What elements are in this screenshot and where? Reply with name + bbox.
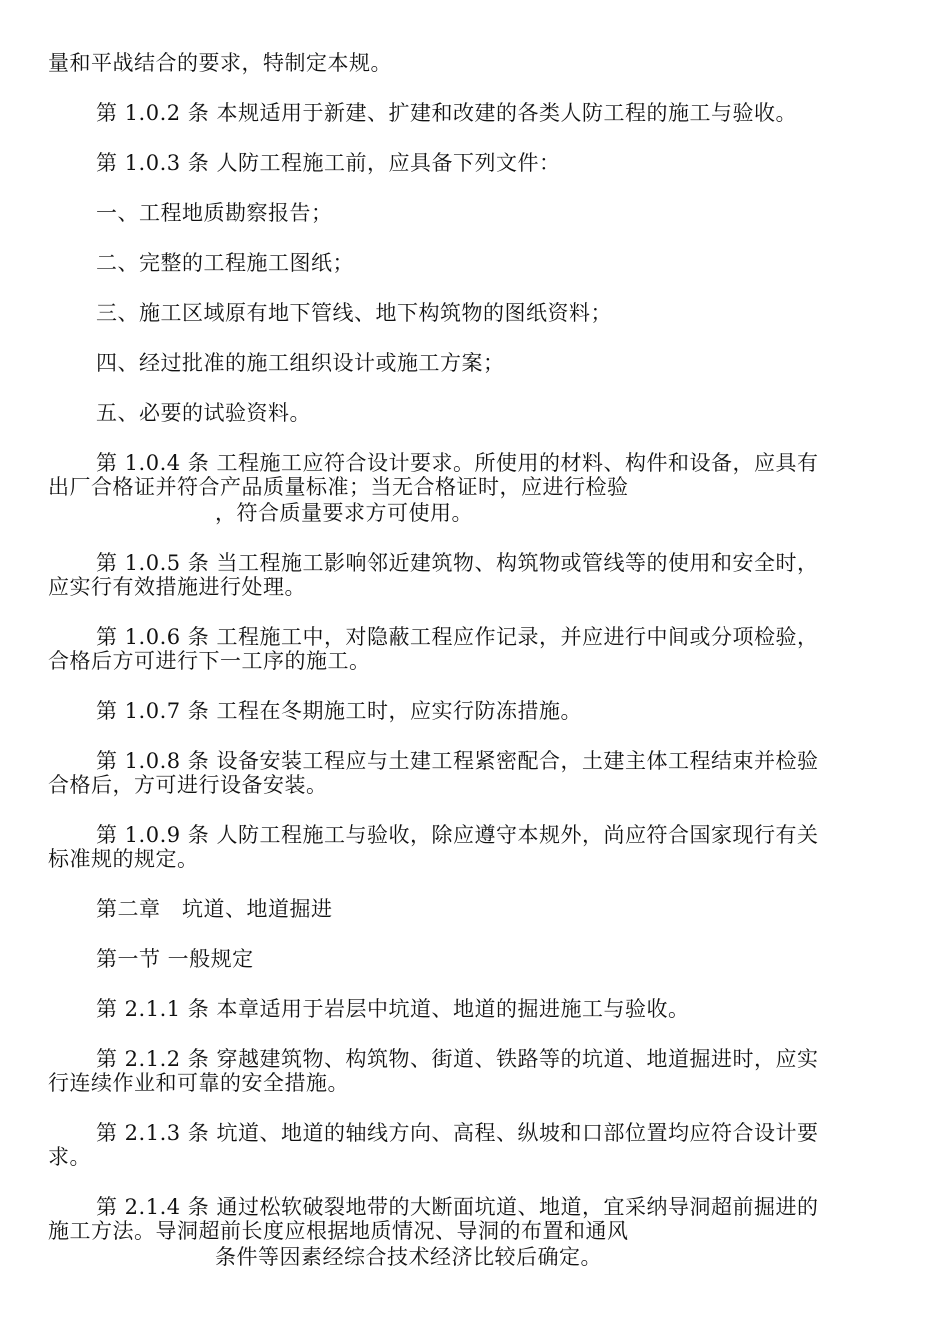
text-line: 标准规的规定。 (48, 847, 199, 871)
chapter-heading: 第二章 坑道、地道掘进 (96, 897, 333, 921)
clause-2-1-1: 第 2.1.1 条 本章适用于岩层中坑道、地道的掘进施工与验收。 (96, 997, 690, 1021)
clause-2-1-2: 第 2.1.2 条 穿越建筑物、构筑物、街道、铁路等的坑道、地道掘进时，应实 (96, 1047, 819, 1071)
clause-1-0-2: 第 1.0.2 条 本规适用于新建、扩建和改建的各类人防工程的施工与验收。 (96, 101, 797, 125)
text-line: 出厂合格证并符合产品质量标准；当无合格证时，应进行检验 (48, 475, 629, 499)
text-line: 施工方法。导洞超前长度应根据地质情况、导洞的布置和通风 (48, 1219, 629, 1243)
text-line: 量和平战结合的要求，特制定本规。 (48, 51, 392, 75)
list-item: 三、施工区域原有地下管线、地下构筑物的图纸资料； (96, 301, 612, 325)
list-item: 一、工程地质勘察报告； (96, 201, 333, 225)
text-line: 合格后，方可进行设备安装。 (48, 773, 328, 797)
list-item: 二、完整的工程施工图纸； (96, 251, 354, 275)
text-line: 条件等因素经综合技术经济比较后确定。 (215, 1245, 602, 1269)
list-item: 四、经过批准的施工组织设计或施工方案； (96, 351, 505, 375)
list-item: 五、必要的试验资料。 (96, 401, 311, 425)
clause-2-1-3: 第 2.1.3 条 坑道、地道的轴线方向、高程、纵坡和口部位置均应符合设计要 (96, 1121, 819, 1145)
text-line: 应实行有效措施进行处理。 (48, 575, 306, 599)
text-line: 合格后方可进行下一工序的施工。 (48, 649, 371, 673)
text-line: ，符合质量要求方可使用。 (215, 501, 473, 525)
clause-1-0-7: 第 1.0.7 条 工程在冬期施工时，应实行防冻措施。 (96, 699, 582, 723)
clause-2-1-4: 第 2.1.4 条 通过松软破裂地带的大断面坑道、地道，宜采纳导洞超前掘进的 (96, 1195, 819, 1219)
clause-1-0-8: 第 1.0.8 条 设备安装工程应与土建工程紧密配合，土建主体工程结束并检验 (96, 749, 819, 773)
clause-1-0-6: 第 1.0.6 条 工程施工中，对隐蔽工程应作记录，并应进行中间或分项检验， (96, 625, 819, 649)
text-line: 求。 (48, 1145, 91, 1169)
section-heading: 第一节 一般规定 (96, 947, 254, 971)
clause-1-0-3: 第 1.0.3 条 人防工程施工前，应具备下列文件： (96, 151, 561, 175)
text-line: 行连续作业和可靠的安全措施。 (48, 1071, 349, 1095)
clause-1-0-9: 第 1.0.9 条 人防工程施工与验收，除应遵守本规外，尚应符合国家现行有关 (96, 823, 819, 847)
clause-1-0-5: 第 1.0.5 条 当工程施工影响邻近建筑物、构筑物或管线等的使用和安全时， (96, 551, 819, 575)
clause-1-0-4: 第 1.0.4 条 工程施工应符合设计要求。所使用的材料、构件和设备，应具有 (96, 451, 819, 475)
